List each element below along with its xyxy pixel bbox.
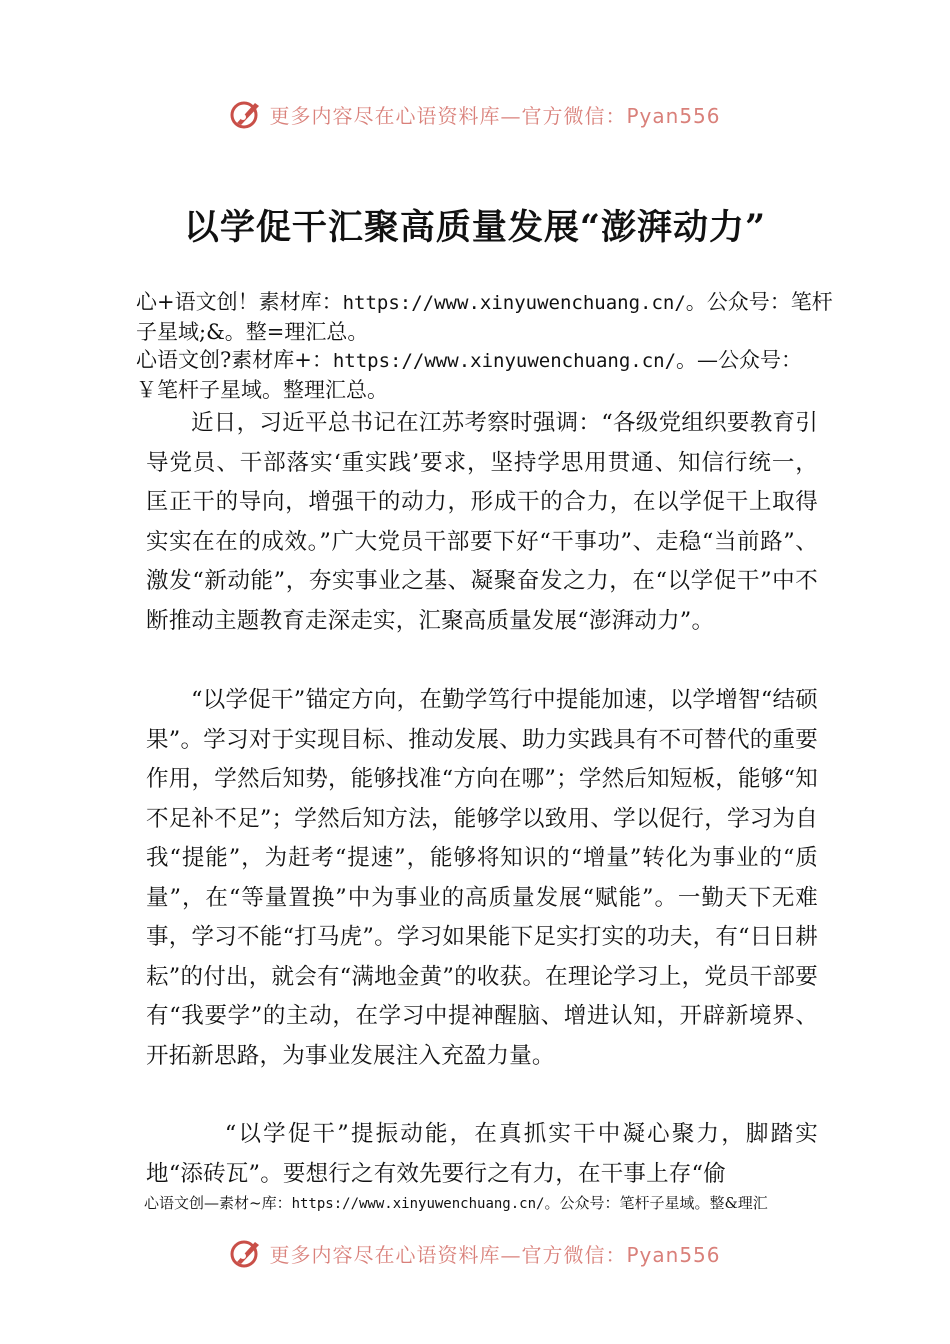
- paragraph-3: “以学促干”提振动能，在真抓实干中凝心聚力，脚踏实地“添砖瓦”。要想行之有效先要行之有力，在干事上存“偷: [146, 1121, 818, 1187]
- banner-wechat: Pyan556: [626, 1242, 721, 1267]
- pen-logo-icon: [229, 1236, 263, 1270]
- meta-url: https://www.xinyuwenchuang.cn/: [332, 350, 677, 372]
- meta-line-2: 心语文创?素材库+：https://www.xinyuwenchuang.cn/。—公众号：￥笔杆子星域。整理汇总。: [136, 348, 803, 402]
- header-banner: [0, 94, 950, 134]
- meta-url: https://www.xinyuwenchuang.cn/: [342, 292, 686, 314]
- paragraph-1: 近日，习近平总书记在江苏考察时强调：“各级党组织要教育引导党员、干部落实‘重实践’要求，坚持学思用贯通、知信行统一，匡正干的导向，增强干的动力，形成干的合力，在以学促干上取得实实在在的成效。”广大党员干部要下好“干事功”、走稳“当前路”、激发“新动能”，夯实事业之基、凝聚奋发之力，在“以学促干”中不断推动主题教育走深走实，汇聚高质量发展“澎湃动力”。: [146, 410, 818, 634]
- footer-banner: [0, 1233, 950, 1273]
- pen-logo-icon: [229, 97, 263, 131]
- footer-watermark-line: 心语文创—素材~库：https://www.xinyuwenchuang.cn/。公众号：笔杆子星域。整&理汇: [144, 1194, 768, 1212]
- footer-url: https://www.xinyuwenchuang.cn/: [291, 1196, 545, 1212]
- meta-line-1: 心+语文创！素材库：https://www.xinyuwenchuang.cn/。公众号：笔杆子星域;&。整=理汇总。: [136, 290, 833, 344]
- banner-wechat: Pyan556: [626, 103, 721, 128]
- banner-text: 更多内容尽在心语资料库—官方微信：Pyan556: [269, 103, 721, 128]
- document-title: 以学促干汇聚高质量发展“澎湃动力”: [183, 207, 767, 248]
- banner-text: 更多内容尽在心语资料库—官方微信：Pyan556: [269, 1242, 721, 1267]
- paragraph-2: “以学促干”锚定方向，在勤学笃行中提能加速，以学增智“结硕果”。学习对于实现目标、推动发展、助力实践具有不可替代的重要作用，学然后知势，能够找准“方向在哪”；学然后知短板，能够“知不足补不足”；学然后知方法，能够学以致用、学以促行，学习为自我“提能”，为赶考“提速”，能够将知识的“增量”转化为事业的“质量”，在“等量置换”中为事业的高质量发展“赋能”。一勤天下无难事，学习不能“打马虎”。学习如果能下足实打实的功夫，有“日日耕耘”的付出，就会有“满地金黄”的收获。在理论学习上，党员干部要有“我要学”的主动，在学习中提神醒脑、增进认知，开辟新境界、开拓新思路，为事业发展注入充盈力量。: [146, 687, 818, 1069]
